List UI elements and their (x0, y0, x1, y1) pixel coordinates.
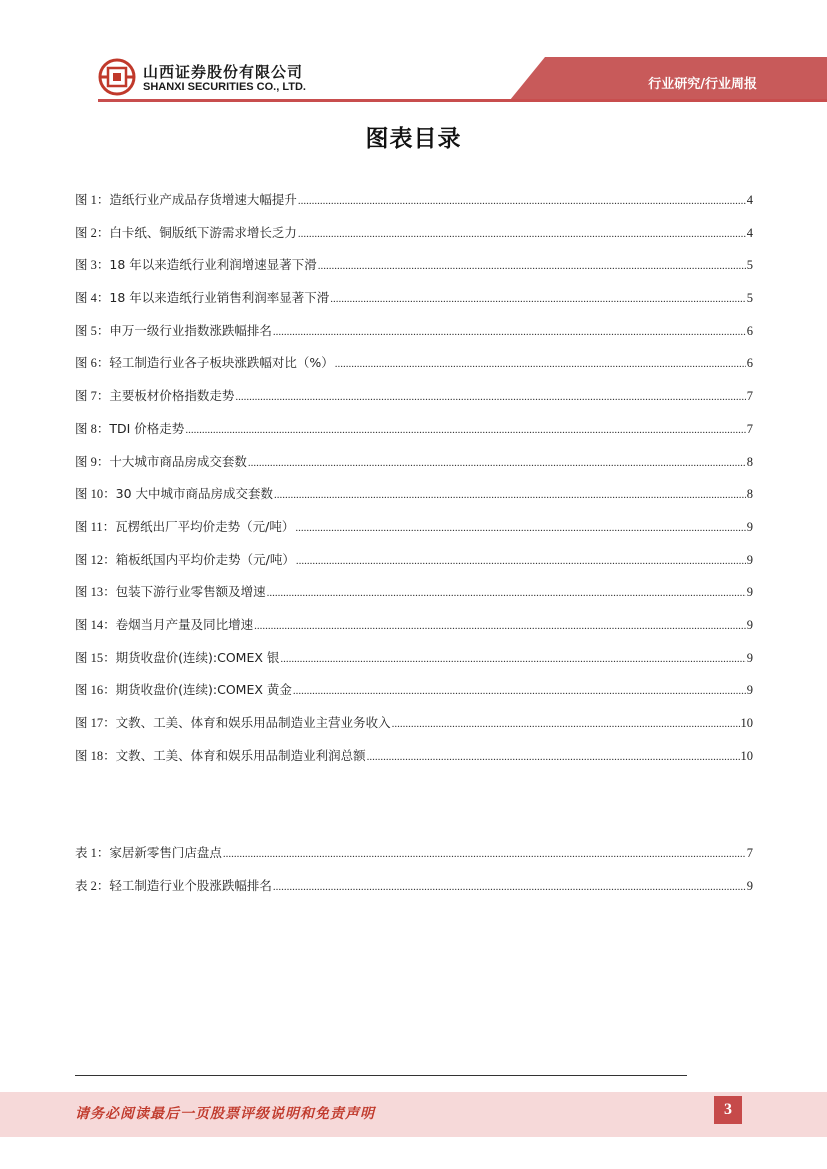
figure-entry[interactable] (75, 255, 753, 288)
toc-leader-dots (296, 555, 746, 567)
toc-leader-dots (273, 326, 746, 338)
figure-entry[interactable] (75, 386, 753, 419)
toc-entry-page: 6 (746, 356, 753, 371)
toc-entry-label: 图 16： (75, 683, 116, 698)
toc-entry-page: 10 (740, 748, 753, 763)
toc-entry-title: 申万一级行业指数涨跌幅排名 (109, 322, 272, 338)
toc-leader-dots (335, 358, 746, 370)
figure-entry[interactable] (75, 550, 753, 583)
toc-entry-label: 图 5： (75, 323, 110, 338)
company-logo-icon (98, 58, 136, 96)
toc-entry-title: 十大城市商品房成交套数 (109, 453, 247, 469)
toc-entry-title: 文教、工美、体育和娱乐用品制造业主营业务收入 (115, 715, 391, 730)
toc-entry-title: 30 大中城市商品房成交套数 (115, 486, 274, 502)
toc-entry-page: 8 (746, 487, 753, 502)
toc-entry-page: 10 (740, 716, 753, 730)
toc-entry-label: 图 11： (75, 519, 116, 534)
toc-entry-label: 图 9： (75, 454, 110, 469)
figure-entry[interactable] (75, 648, 753, 681)
toc-entry-title: 家居新零售门店盘点 (109, 845, 222, 860)
page-number: 3 (714, 1096, 742, 1124)
toc-entry-title: 文教、工美、体育和娱乐用品制造业利润总额 (115, 747, 366, 763)
toc-entry-label: 表 1： (75, 846, 110, 860)
toc-entry-label: 图 12： (75, 552, 116, 567)
toc-entry-label: 图 2： (75, 225, 110, 240)
toc-leader-dots (274, 489, 746, 501)
toc-entry-label: 图 6： (75, 356, 110, 371)
toc-entry-title: 期货收盘价(连续):COMEX 黄金 (115, 682, 292, 698)
toc-entry-title: 白卡纸、铜版纸下游需求增长乏力 (109, 224, 297, 240)
toc-entry-title: 造纸行业产成品存货增速大幅提升 (109, 192, 297, 207)
figure-entry[interactable] (75, 288, 753, 321)
toc-leader-dots (298, 195, 746, 207)
toc-leader-dots (254, 620, 746, 632)
toc-leader-dots (330, 293, 745, 305)
toc-entry-page: 7 (746, 389, 753, 404)
toc-entry-label: 图 17： (75, 716, 116, 730)
toc-entry-label: 图 8： (75, 421, 110, 436)
figure-entry[interactable] (75, 484, 753, 517)
toc-leader-dots (235, 391, 745, 403)
figure-entry[interactable] (75, 321, 753, 354)
toc-entry-page: 9 (746, 683, 753, 698)
toc-entry-title: 主要板材价格指数走势 (109, 388, 235, 404)
toc-entry-page: 9 (746, 617, 753, 632)
table-entry[interactable] (75, 843, 753, 876)
figure-entry[interactable] (75, 419, 753, 452)
toc-entry-label: 表 2： (75, 878, 110, 893)
figure-entry[interactable] (75, 615, 753, 648)
toc-entry-label: 图 18： (75, 748, 116, 763)
toc-leader-dots (248, 457, 746, 469)
toc-leader-dots (367, 751, 740, 763)
toc-entry-page: 5 (746, 258, 753, 273)
toc-entry-label: 图 4： (75, 291, 110, 306)
figure-entry[interactable] (75, 517, 753, 550)
header-rule (98, 99, 827, 102)
figure-entry[interactable] (75, 190, 753, 223)
toc-leader-dots (295, 522, 745, 534)
toc-entry-page: 9 (746, 552, 753, 567)
toc-entry-label: 图 7： (75, 389, 110, 404)
toc-entry-page: 9 (746, 585, 753, 600)
toc-leader-dots (267, 587, 746, 599)
toc-entry-page: 5 (746, 291, 753, 306)
figure-list (75, 190, 753, 778)
footer-rule (75, 1075, 687, 1076)
toc-entry-title: 轻工制造行业各子板块涨跌幅对比（%） (109, 355, 334, 371)
toc-leader-dots (318, 260, 746, 272)
company-name-en: SHANXI SECURITIES CO., LTD. (143, 81, 306, 93)
figure-entry[interactable] (75, 713, 753, 746)
toc-entry-label: 图 10： (75, 487, 116, 502)
toc-leader-dots (223, 848, 746, 860)
table-entry[interactable] (75, 876, 753, 909)
figure-entry[interactable] (75, 746, 753, 779)
toc-entry-page: 4 (746, 225, 753, 240)
page-title: 图表目录 (365, 126, 462, 152)
toc-leader-dots (273, 881, 746, 893)
company-name-cn: 山西证券股份有限公司 (143, 63, 304, 81)
table-list (75, 843, 753, 908)
footer-disclaimer: 请务必阅读最后一页股票评级说明和免责声明 (75, 1106, 375, 1122)
toc-entry-page: 7 (746, 846, 753, 860)
toc-entry-title: 期货收盘价(连续):COMEX 银 (115, 649, 280, 665)
toc-entry-page: 9 (746, 650, 753, 665)
toc-entry-page: 7 (746, 421, 753, 436)
toc-entry-title: 轻工制造行业个股涨跌幅排名 (109, 877, 272, 893)
figure-entry[interactable] (75, 353, 753, 386)
toc-entry-title: 卷烟当月产量及同比增速 (115, 616, 254, 632)
toc-leader-dots (185, 424, 745, 436)
section-label: 行业研究/行业周报 (648, 77, 757, 92)
toc-entry-title: 箱板纸国内平均价走势（元/吨） (115, 551, 295, 567)
figure-entry[interactable] (75, 680, 753, 713)
toc-entry-label: 图 3： (75, 258, 110, 273)
toc-entry-label: 图 13： (75, 585, 116, 600)
figure-entry[interactable] (75, 452, 753, 485)
toc-entry-page: 9 (746, 519, 753, 534)
toc-entry-title: 瓦楞纸出厂平均价走势（元/吨） (115, 518, 295, 534)
toc-leader-dots (392, 718, 740, 730)
toc-leader-dots (293, 685, 746, 697)
page-header (0, 0, 827, 110)
toc-leader-dots (280, 653, 745, 665)
toc-entry-title: 18 年以来造纸行业利润增速显著下滑 (109, 257, 317, 273)
toc-entry-page: 9 (746, 878, 753, 893)
toc-entry-title: TDI 价格走势 (109, 420, 185, 436)
toc-entry-label: 图 1： (75, 193, 110, 207)
toc-leader-dots (298, 228, 746, 240)
toc-entry-title: 18 年以来造纸行业销售利润率显著下滑 (109, 290, 330, 306)
toc-entry-page: 8 (746, 454, 753, 469)
figure-entry[interactable] (75, 582, 753, 615)
toc-entry-label: 图 15： (75, 650, 116, 665)
toc-entry-page: 6 (746, 323, 753, 338)
toc-entry-label: 图 14： (75, 617, 116, 632)
toc-entry-page: 4 (746, 193, 753, 207)
toc-entry-title: 包装下游行业零售额及增速 (115, 584, 266, 600)
figure-entry[interactable] (75, 223, 753, 256)
